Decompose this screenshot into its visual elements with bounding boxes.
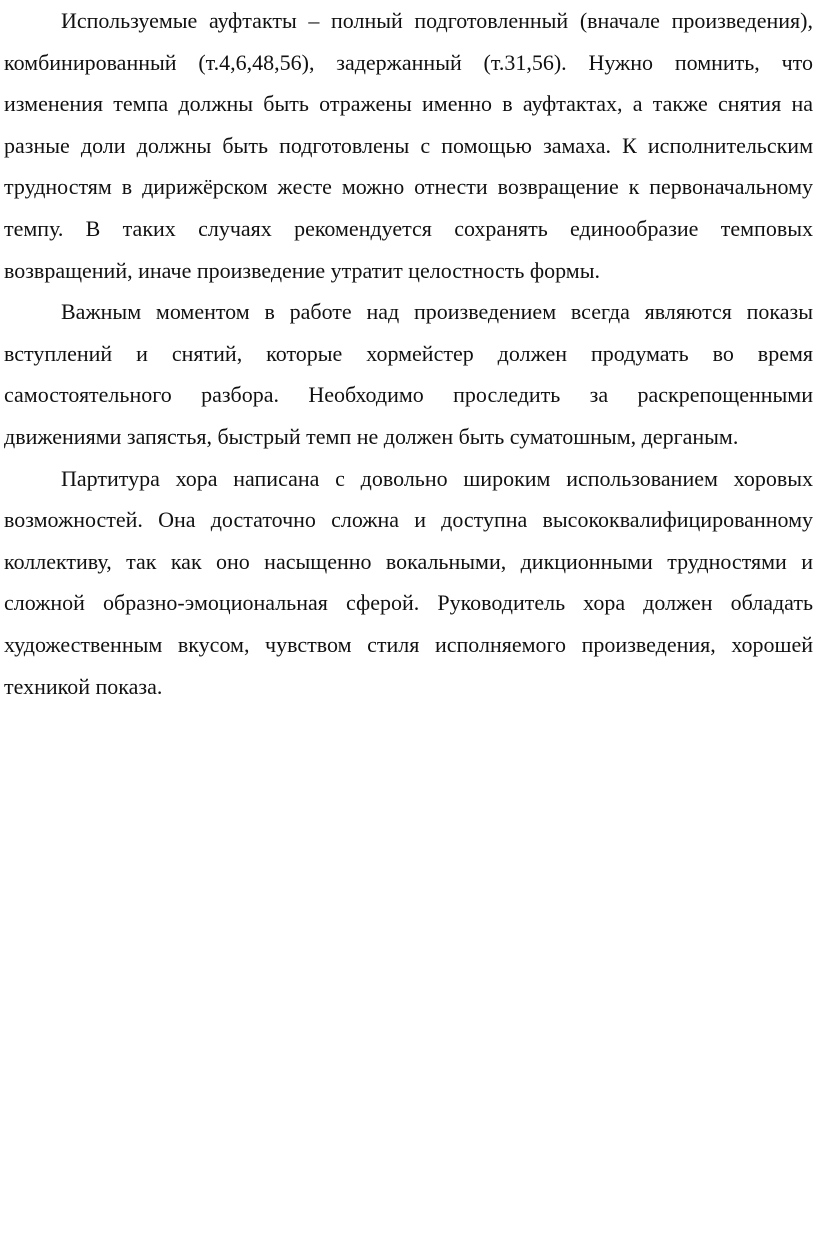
paragraph-entrances: Важным моментом в работе над произведением всегда являются показы вступлений и снятий, которые хормейстер должен продумать во время самостоятельного разбора. Необходимо проследить за раскрепощенными движениями запястья, быстрый темп не должен быть суматошным, дерганым. xyxy=(4,299,813,449)
paragraph-score: Партитура хора написана с довольно широким использованием хоровых возможностей. Она достаточно сложна и доступна высококвалифицированному коллективу, так как оно насыщенно вокальными, дикционными трудностями и сложной образно-эмоциональная сферой. Руководитель хора должен обладать художественным вкусом, чувством стиля исполняемого произведения, хорошей техникой показа. xyxy=(4,465,813,699)
paragraph-upbeats: Используемые ауфтакты – полный подготовленный (вначале произведения), комбинированный (т.4,6,48,56), задержанный (т.31,56). Нужно помнить, что изменения темпа должны быть отражены именно в ауфтактах, а также снятия на разные доли должны быть подготовлены с помощью замаха. К исполнительским трудностям в дирижёрском жесте можно отнести возвращение к первоначальному темпу. В таких случаях рекомендуется сохранять единообразие темповых возвращений, иначе произведение утратит целостность формы. xyxy=(4,8,813,283)
document-body xyxy=(4,0,813,707)
